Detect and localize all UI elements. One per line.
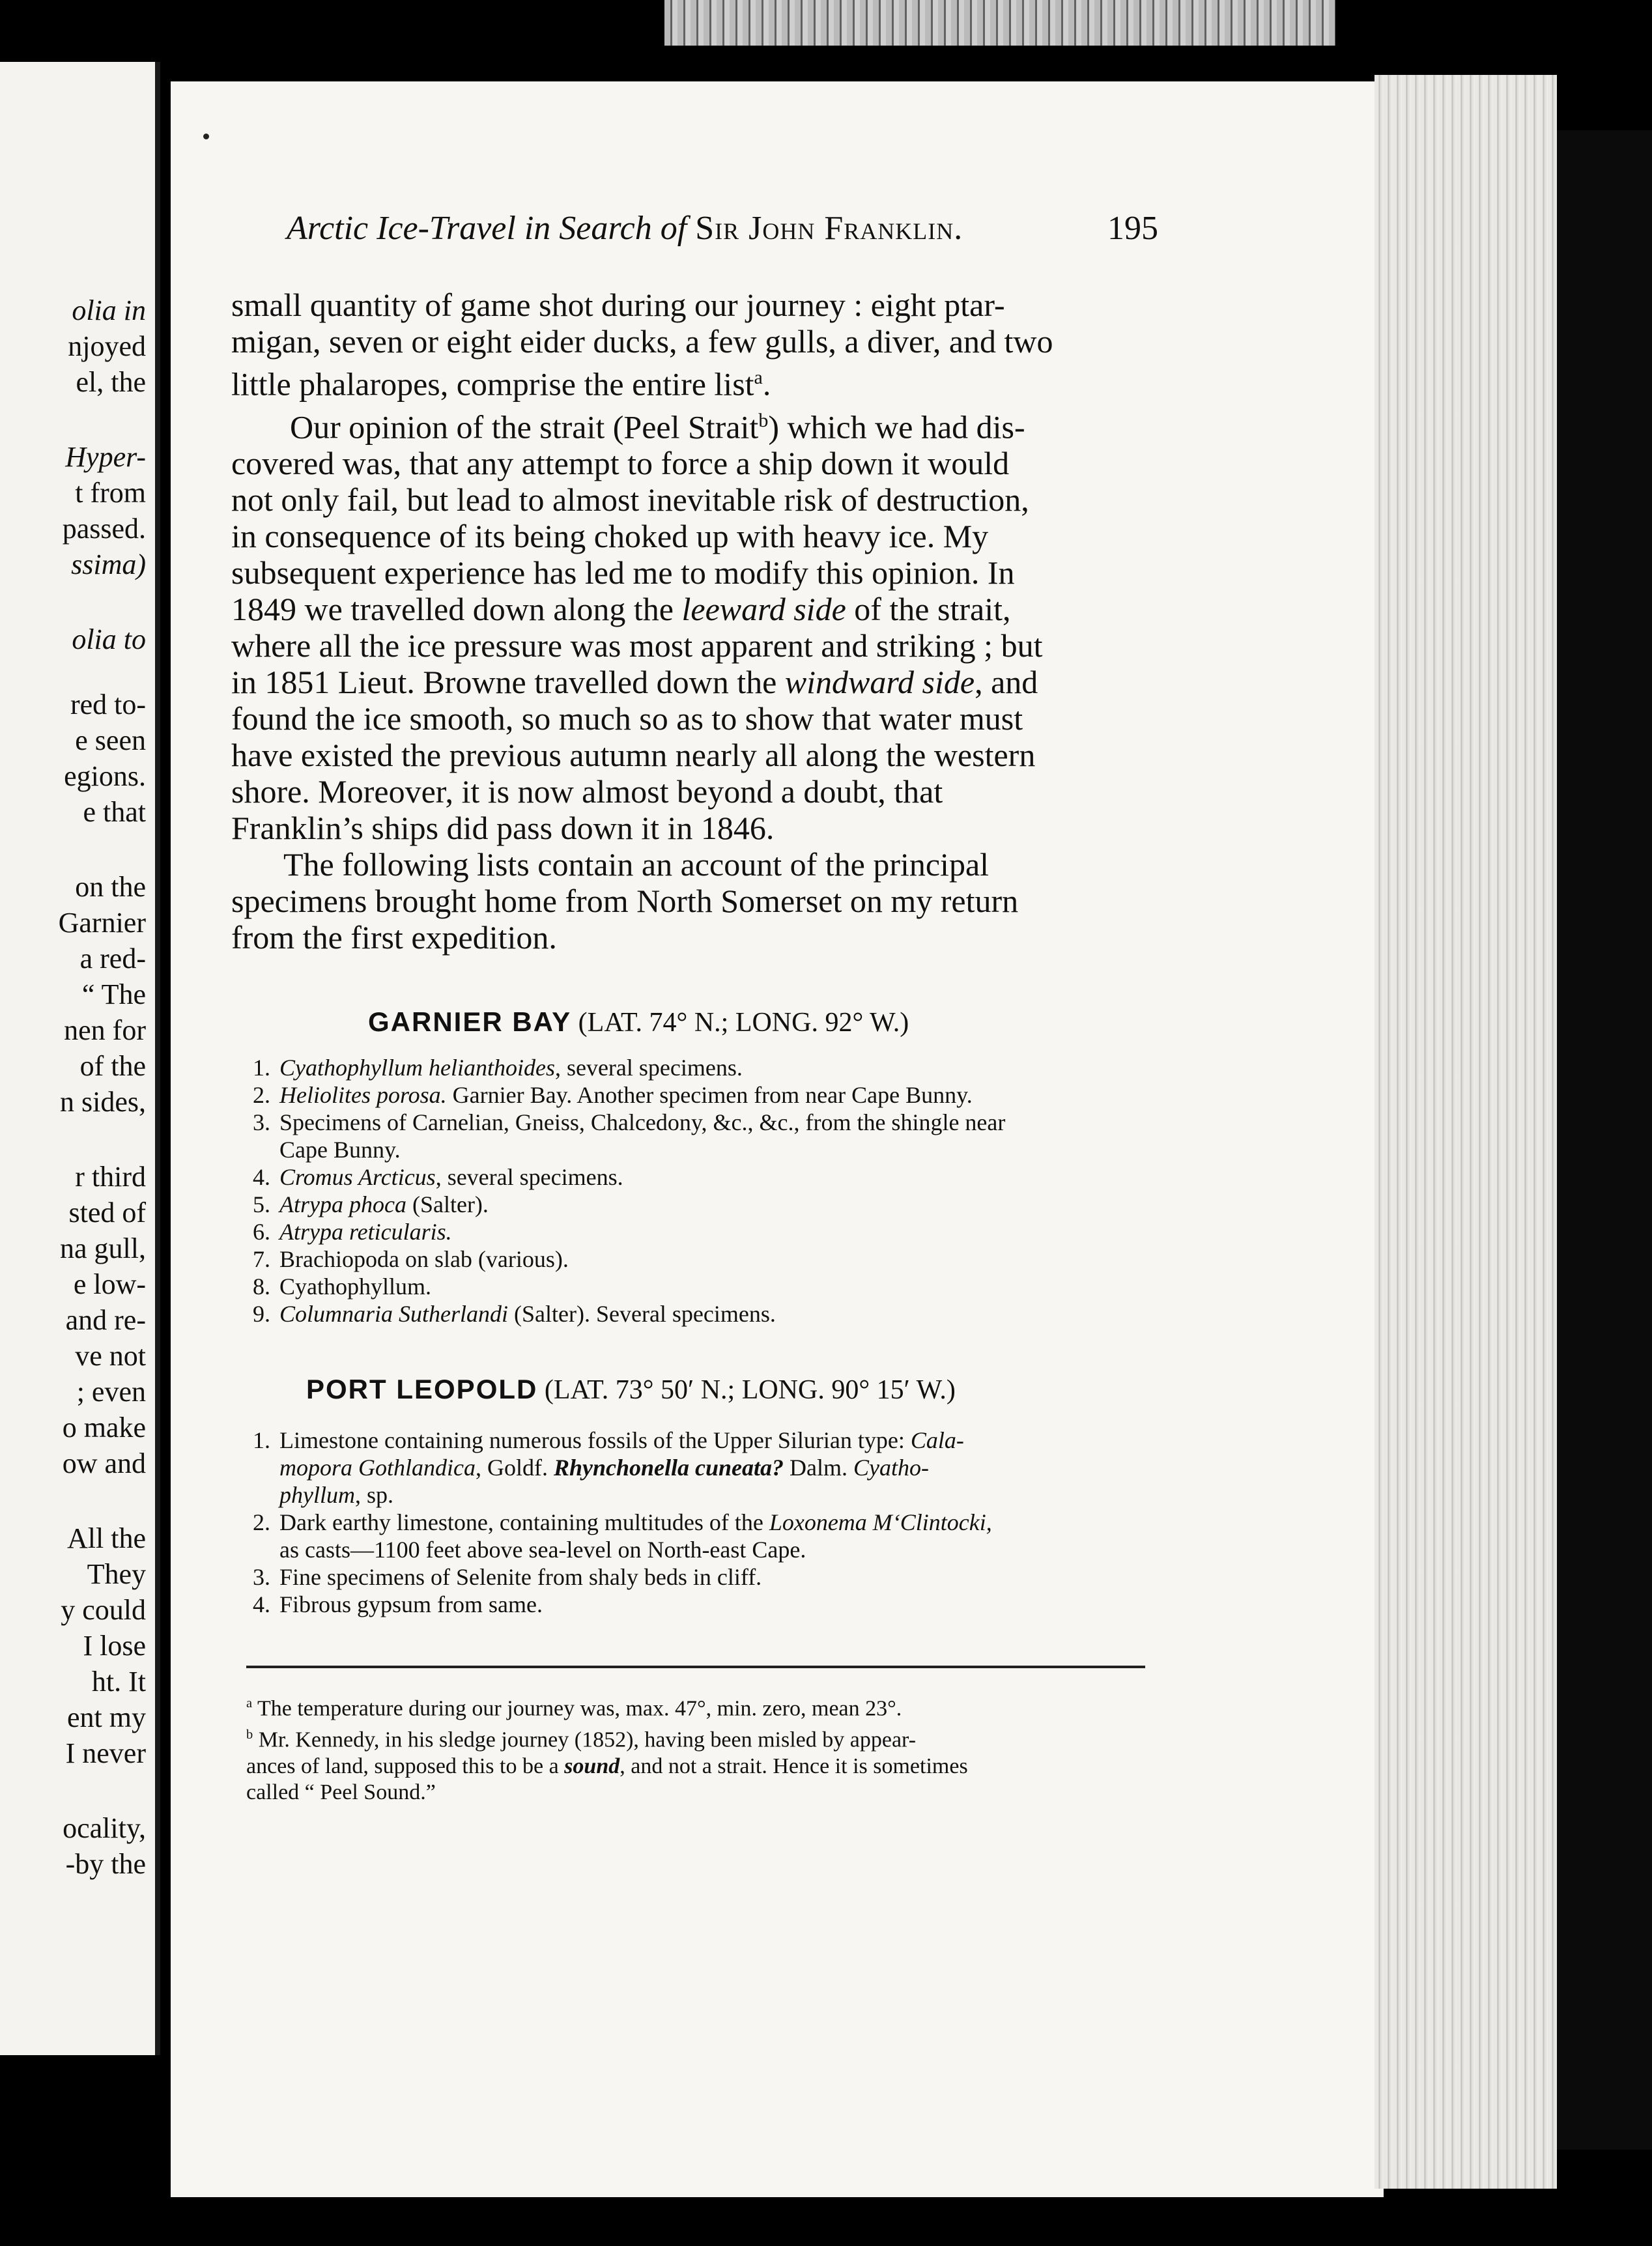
- text-line: not only fail, but lead to almost inevitable risk of destruction,: [231, 481, 1029, 519]
- left-page-fragment: All the: [67, 1522, 146, 1554]
- left-page-fragment: e seen: [75, 724, 146, 756]
- item-text: Specimens of Carnelian, Gneiss, Chalcedony, &c., &c., from the shingle near: [279, 1109, 1006, 1135]
- left-page-fragment: el, the: [76, 366, 146, 398]
- item-italic: Loxonema M‘Clintocki,: [769, 1509, 992, 1535]
- item-text: Limestone containing numerous fossils of the Upper Silurian type:: [279, 1427, 905, 1453]
- left-page-fragment: t from: [75, 477, 146, 509]
- heading-coords: (LAT. 73° 50′ N.; LONG. 90° 15′ W.): [544, 1375, 956, 1405]
- text-line: specimens brought home from North Somerset on my return: [231, 883, 1019, 920]
- left-page-fragment: sted of: [68, 1197, 146, 1229]
- list-item-continued: [238, 1136, 1005, 1163]
- item-number: 4.: [253, 1591, 270, 1617]
- footnote-text: The temperature during our journey was, max. 47°, min. zero, mean 23°.: [257, 1696, 902, 1721]
- item-italic: Rhynchonella cuneata?: [554, 1455, 784, 1481]
- page-edge-shadow: [1557, 130, 1652, 2150]
- footnote-mark-b: b: [758, 409, 769, 431]
- left-page-fragment: red to-: [70, 689, 146, 720]
- list-item: [238, 1218, 1005, 1245]
- text-line: Franklin’s ships did pass down it in 1846.: [231, 810, 775, 847]
- text-line: have existed the previous autumn nearly all along the western: [231, 737, 1036, 774]
- item-text: Dalm.: [790, 1455, 848, 1481]
- text-line: from the first expedition.: [231, 919, 557, 956]
- left-page-fragment: egions.: [64, 760, 146, 792]
- item-number: 1.: [253, 1055, 270, 1081]
- left-page-fragment: ve not: [75, 1340, 146, 1372]
- item-italic: phyllum: [279, 1482, 355, 1508]
- list-item: [238, 1273, 1005, 1300]
- text-segment: of the strait,: [854, 591, 1011, 628]
- text-line: subsequent experience has led me to modify this opinion. In: [231, 554, 1015, 591]
- list-item: [238, 1563, 992, 1591]
- item-text: , several specimens.: [435, 1164, 623, 1190]
- left-page-fragment: ow and: [62, 1447, 146, 1479]
- left-page-fragment: r third: [75, 1161, 146, 1193]
- left-page-fragment: I never: [65, 1737, 146, 1769]
- item-italic: Columnaria Sutherlandi: [279, 1301, 509, 1327]
- list-item: [238, 1081, 1005, 1109]
- ink-dot: [203, 134, 209, 139]
- left-page-fragment: e that: [83, 796, 146, 828]
- footnote-rule: [246, 1666, 1145, 1668]
- item-italic: Cyatho-: [853, 1455, 930, 1481]
- heading-title: GARNIER BAY: [368, 1006, 572, 1037]
- text-italic: leeward side: [681, 591, 846, 628]
- item-text: Cape Bunny.: [279, 1137, 401, 1163]
- item-number: 8.: [253, 1273, 270, 1300]
- left-page-fragment: olia in: [72, 294, 146, 326]
- left-page-fragment: I lose: [83, 1630, 146, 1662]
- page-edges: [1374, 75, 1557, 2189]
- text-segment: , and: [975, 664, 1038, 701]
- book-binding-edge: [664, 0, 1335, 46]
- text-line: [231, 403, 1156, 446]
- footnote-b: [246, 1722, 968, 1753]
- item-text: (Salter). Several specimens.: [514, 1301, 776, 1327]
- text-line: where all the ice pressure was most apparent and striking ; but: [231, 627, 1043, 664]
- item-text: Cyathophyllum.: [279, 1273, 431, 1300]
- footnote-a: [246, 1690, 968, 1722]
- list-item: [238, 1245, 1005, 1273]
- text-line: migan, seven or eight eider ducks, a few gulls, a diver, and two: [231, 323, 1053, 360]
- left-page-fragment: o make: [62, 1412, 146, 1443]
- item-number: 2.: [253, 1509, 270, 1535]
- text-line: The following lists contain an account of the principal: [283, 846, 990, 883]
- text-segment: 1849 we travelled down along the: [231, 591, 674, 628]
- item-italic: Atrypa phoca: [279, 1191, 406, 1217]
- item-number: 4.: [253, 1164, 270, 1190]
- item-text: Dark earthy limestone, containing multitudes of the: [279, 1509, 763, 1535]
- list-item-continued: [238, 1454, 992, 1481]
- item-text: Garnier Bay. Another specimen from near Cape Bunny.: [452, 1082, 973, 1108]
- left-page-fragment: ; even: [76, 1376, 146, 1408]
- item-number: 1.: [253, 1427, 270, 1453]
- item-italic: Cromus Arcticus: [279, 1164, 436, 1190]
- left-page-fragment: olia to: [72, 623, 146, 655]
- item-number: 7.: [253, 1246, 270, 1272]
- left-page-fragment: nen for: [64, 1014, 146, 1046]
- garnier-specimen-list: [238, 1054, 1005, 1328]
- footnotes: [246, 1690, 968, 1806]
- text-line: [231, 591, 1156, 627]
- body-text: [231, 287, 1156, 956]
- left-page-fragment: -by the: [65, 1848, 146, 1880]
- list-item: [238, 1054, 1005, 1081]
- text-line: in consequence of its being choked up with heavy ice. My: [231, 518, 989, 555]
- left-page-fragment: a red-: [79, 943, 146, 974]
- footnote-italic: sound: [564, 1754, 620, 1778]
- list-item: [238, 1509, 992, 1536]
- heading-title: PORT LEOPOLD: [306, 1374, 538, 1404]
- text-line: found the ice smooth, so much so as to show that water must: [231, 700, 1023, 737]
- item-italic: mopora Gothlandica: [279, 1455, 476, 1481]
- item-text: Brachiopoda on slab (various).: [279, 1246, 569, 1272]
- running-head: [287, 212, 1166, 246]
- item-number: 3.: [253, 1109, 270, 1135]
- left-page-fragment: y could: [61, 1594, 146, 1626]
- item-text: , Goldf.: [476, 1455, 548, 1481]
- text-line: shore. Moreover, it is now almost beyond a doubt, that: [231, 773, 943, 810]
- footnote-mark-a: a: [754, 367, 763, 388]
- text-segment: in 1851 Lieut. Browne travelled down the: [231, 664, 777, 701]
- text-line: small quantity of game shot during our journey : eight ptar-: [231, 287, 1005, 323]
- item-number: 3.: [253, 1564, 270, 1590]
- left-page-fragment: ht. It: [91, 1666, 146, 1698]
- text-segment: ) which we had dis-: [768, 408, 1025, 446]
- text-line: little phalaropes, comprise the entire list$^a$.: [231, 365, 771, 403]
- left-page-fragment: “ The: [81, 978, 146, 1010]
- item-italic: Atrypa reticularis.: [279, 1219, 452, 1245]
- list-item: [238, 1109, 1005, 1136]
- left-page-fragment: Hyper-: [65, 441, 146, 473]
- left-page-fragment: on the: [75, 871, 146, 903]
- item-text: Fibrous gypsum from same.: [279, 1591, 543, 1617]
- list-item: [238, 1191, 1005, 1218]
- item-italic: Cala-: [910, 1427, 964, 1453]
- footnote-b-continued: [246, 1754, 968, 1780]
- text-line: covered was, that any attempt to force a ship down it would: [231, 445, 1010, 482]
- list-item: [238, 1163, 1005, 1191]
- left-page-fragment: n sides,: [60, 1086, 146, 1118]
- list-item: [238, 1300, 1005, 1328]
- item-number: 9.: [253, 1301, 270, 1327]
- section-heading-garnier: [368, 1008, 909, 1036]
- section-heading-leopold: [306, 1376, 956, 1404]
- footnote-text: Mr. Kennedy, in his sledge journey (1852), having been misled by appear-: [258, 1727, 917, 1752]
- left-facing-page: [0, 62, 160, 2055]
- item-italic: Cyathophyllum helianthoides: [279, 1055, 555, 1081]
- page-number: 195: [1107, 210, 1158, 247]
- heading-coords: (LAT. 74° N.; LONG. 92° W.): [578, 1008, 909, 1038]
- item-text: , sp.: [354, 1482, 393, 1508]
- left-page-fragment: ssima): [71, 548, 146, 580]
- running-head-title: Arctic Ice-Travel in Search of: [287, 210, 687, 247]
- left-page-fragment: ocality,: [63, 1812, 146, 1844]
- item-number: 5.: [253, 1191, 270, 1217]
- item-number: 2.: [253, 1082, 270, 1108]
- left-page-fragment: ent my: [67, 1701, 146, 1733]
- text-line: [231, 664, 1156, 700]
- list-item-continued: as casts—1100 feet above sea-level on North-east Cape.: [279, 1537, 806, 1563]
- text-italic: windward side: [784, 664, 975, 701]
- text-segment: little phalaropes, comprise the entire list: [231, 365, 754, 403]
- footnote-mark: b: [246, 1727, 253, 1742]
- left-page-fragment: They: [87, 1558, 146, 1590]
- footnote-mark: a: [246, 1696, 253, 1711]
- left-page-fragment: and re-: [65, 1304, 146, 1336]
- left-page-fragment: na gull,: [60, 1232, 146, 1264]
- item-italic: Heliolites porosa.: [279, 1082, 447, 1108]
- footnote-text: , and not a strait. Hence it is sometimes: [620, 1754, 968, 1778]
- left-page-fragment: e low-: [73, 1268, 146, 1300]
- left-page-fragment: njoyed: [68, 330, 146, 362]
- item-number: 6.: [253, 1219, 270, 1245]
- leopold-specimen-list: [238, 1427, 992, 1618]
- list-item: [238, 1591, 992, 1618]
- running-head-name: Sir John Franklin.: [695, 210, 963, 247]
- footnote-b-continued: called “ Peel Sound.”: [246, 1780, 436, 1804]
- text-segment: Our opinion of the strait (Peel Strait: [290, 408, 759, 446]
- left-page-fragment: of the: [79, 1050, 146, 1082]
- item-text: Fine specimens of Selenite from shaly beds in cliff.: [279, 1564, 762, 1590]
- item-text: , several specimens.: [554, 1055, 743, 1081]
- list-item-continued: [238, 1481, 992, 1509]
- left-page-fragment: passed.: [62, 513, 146, 545]
- list-item: [238, 1427, 992, 1454]
- left-page-fragment: Garnier: [58, 907, 146, 939]
- footnote-text: ances of land, supposed this to be a: [246, 1754, 559, 1778]
- item-text: (Salter).: [412, 1191, 489, 1217]
